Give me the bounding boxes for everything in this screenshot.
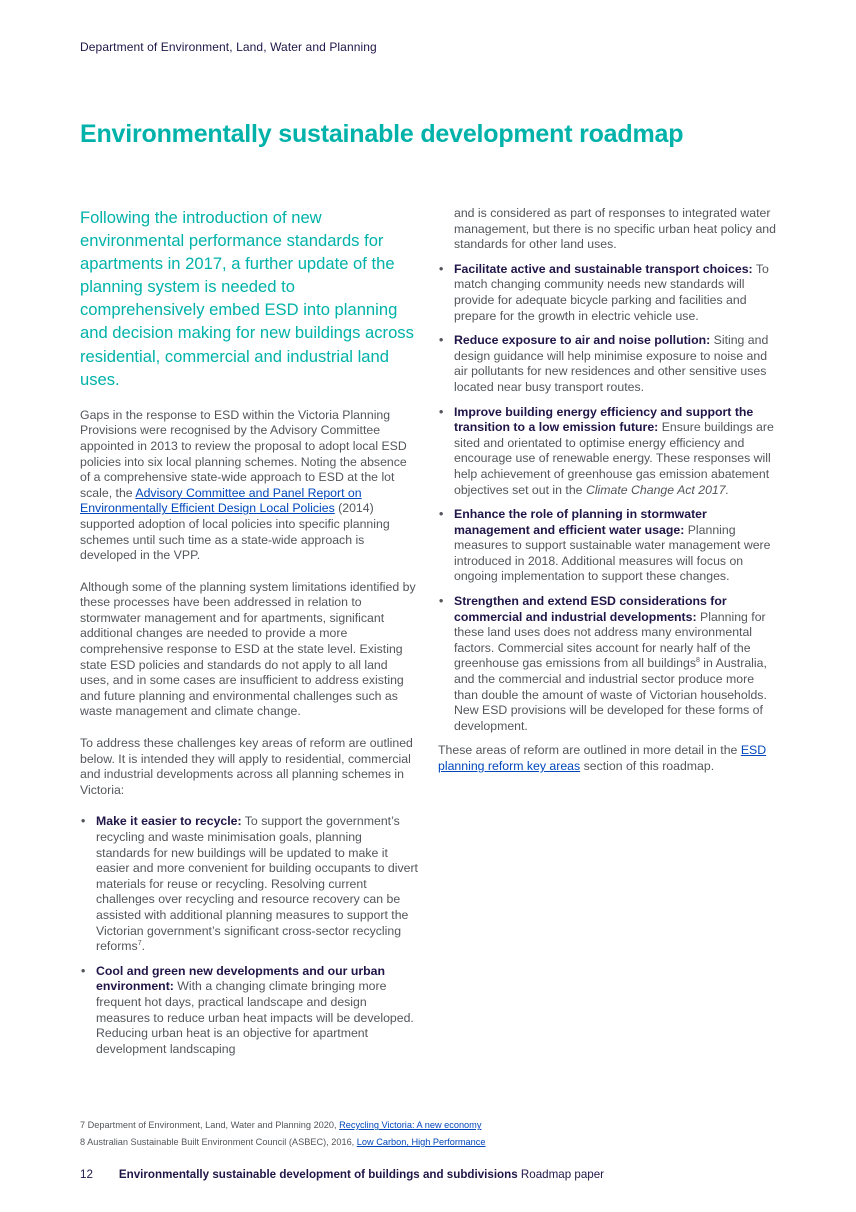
recycling-victoria-link[interactable]: Recycling Victoria: A new economy [339,1120,482,1130]
page-title: Environmentally sustainable development roadmap [80,120,684,148]
list-item-body: Siting and design guidance will help minimise exposure to noise and air pollutants for new residences and other sensitive uses located near busy transport routes. [454,333,769,394]
closing-paragraph [438,743,778,774]
list-item-body: Ensure buildings are sited and orientated to optimise energy efficiency and encourage use of renewable energy. These responses will help achievement of greenhouse gas emission abatement objectives set out in the [454,420,774,497]
list-item-transport [438,262,778,324]
footnote-ref-8: 8 [695,657,700,665]
list-item-end: . [141,939,146,954]
list-item-body: With a changing climate bringing more frequent hot days, practical landscape and design measures to reduce urban heat impacts will be developed. Reducing urban heat is an objective for apartment development landscaping [96,979,414,1056]
list-item-heading: Make it easier to recycle: [96,814,242,829]
low-carbon-link[interactable]: Low Carbon, High Performance [356,1137,486,1147]
list-item-body: Planning for these land uses does not address many environmental factors. Commercial sites account for nearly half of the greenhouse gas emissions from all buildings [454,609,766,671]
footnote-ref-7: 7 [137,940,142,948]
list-item-energy [438,405,778,499]
left-column [80,206,418,1066]
list-item-heading: Cool and green new developments and our urban environment: [96,963,386,994]
lead-paragraph: Following the introduction of new environmental performance standards for apartments in 2017, a further update of the planning system is needed to comprehensively embed ESD into planning and decision making for new buildings across residential, commercial and industrial land uses. [80,208,414,389]
list-item-heading: Reduce exposure to air and noise pollution: [454,333,711,348]
list-item-body: Planning measures to support sustainable water management were introduced in 2018. Additional measures will focus on ongoing implementation to support these changes. [454,522,771,584]
advisory-report-link[interactable]: Advisory Committee and Panel Report on Environmentally Efficient Design Local Policies [80,485,362,516]
footnotes [80,1117,486,1151]
paragraph-reform-intro: To address these challenges key areas of reform are outlined below. It is intended they will apply to residential, commercial and industrial developments across all planning schemes in Victoria: [80,736,413,797]
list-item-body: To support the government’s recycling and waste minimisation goals, planning standards for new buildings will be updated to make it easier and more convenient for building occupants to divert materials for reuse or recycling. Resolving current challenges over recycling and resource recovery can be assisted with additional planning measures to support the Victorian government’s significant cross-sector recycling reforms [96,814,418,954]
footnote-8-text: 8 Australian Sustainable Built Environment Council (ASBEC), 2016, [80,1137,357,1147]
closing-text-a: These areas of reform are outlined in more detail in the [438,743,741,758]
list-item-heading: Enhance the role of planning in stormwater management and efficient water usage: [454,507,707,537]
list-item-stormwater [438,507,778,585]
continued-text: and is considered as part of responses to integrated water management, but there is no specific urban heat policy and standards for other land uses. [454,206,776,252]
list-item-cool-green [80,964,418,1058]
right-column [438,206,778,791]
footer-doc-title: Environmentally sustainable development of buildings and subdivisions [118,1168,518,1181]
list-item-pollution [438,333,778,395]
footnote-8 [80,1134,486,1151]
list-item-heading: Improve building energy efficiency and support the transition to a low emission future: [454,404,754,435]
footnote-7 [80,1117,486,1134]
paragraph-limitations: Although some of the planning system limitations identified by these processes have been addressed in relation to stormwater management and for apartments, significant additional changes are needed to provide a more comprehensive response to ESD at the state level. Existing state ESD policies and standards do not apply to all land uses, and in some cases are insufficient to address existing and future planning and environmental challenges such as waste management and climate change. [80,579,416,719]
closing-text-b: section of this roadmap. [580,759,715,773]
page-number: 12 [80,1168,93,1181]
list-item-heading: Facilitate active and sustainable transport choices: [454,261,753,276]
list-item-body-b: in Australia, and the commercial and industrial sector produce more than double the amount of waste of Victorian households. New ESD provisions will be developed for these forms of development. [454,656,767,733]
list-item-commercial [438,594,778,734]
list-item-recycle [80,814,418,954]
footnote-7-text: 7 Department of Environment, Land, Water and Planning 2020, [80,1120,340,1130]
list-item-body: To match changing community needs new standards will provide for adequate bicycle parking and facilities and prepare for the growth in electric vehicle use. [454,261,769,323]
list-item-heading: Strengthen and extend ESD considerations for commercial and industrial developments: [454,594,727,624]
key-areas-link[interactable]: ESD planning reform key areas [438,743,767,773]
climate-act-title: Climate Change Act 2017. [585,482,730,497]
department-header: Department of Environment, Land, Water and Planning [80,40,377,54]
paragraph-gaps-text-a: Gaps in the response to ESD within the Victoria Planning Provisions were recognised by the Advisory Committee appointed in 2013 to review the proposal to adopt local ESD policies into six local planning schemes. Noting the absence of a comprehensive state-wide approach to ESD at the lot scale, the [80,407,407,500]
reform-list-left [80,814,418,1057]
paragraph-gaps-text-b: (2014) supported adoption of local policies into specific planning schemes until such time as a state-wide approach is developed in the VPP. [80,501,390,563]
footer-doc-type: Roadmap paper [517,1168,605,1181]
reform-list-right [438,262,778,735]
paragraph-gaps [80,408,418,564]
page-footer [80,1168,604,1181]
